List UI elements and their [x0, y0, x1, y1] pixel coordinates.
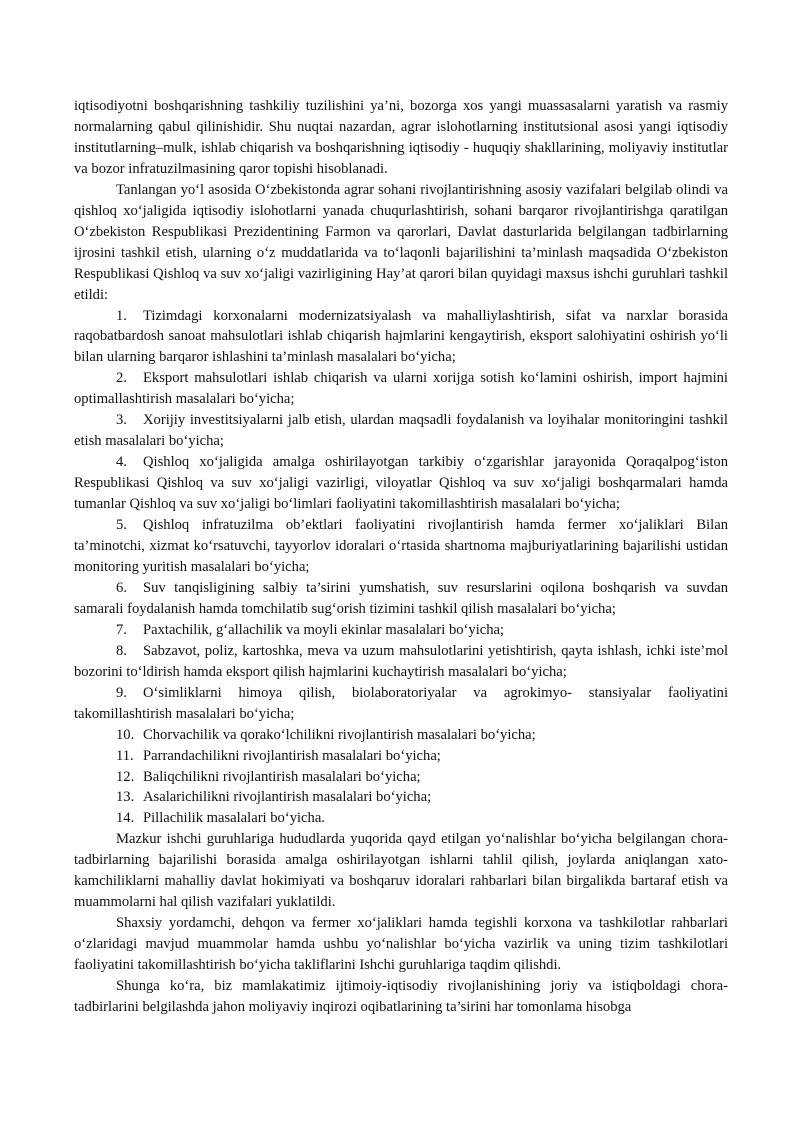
list-item-text: Tizimdagi korxonalarni modernizatsiyalash va mahalliylashtirish, sifat va narxlar borasida raqobatbardosh sanoat mahsulotlari ishlab chiqarish hajmlarini kengaytirish, eksport salohiyatini oshirish yo‘li bilan ularning barqaror ishlashini ta’minlash masalalari bo‘yicha;: [74, 307, 728, 366]
list-item-text: Chorvachilik va qorako‘lchilikni rivojlantirish masalalari bo‘yicha;: [143, 726, 536, 743]
list-item-text: Xorijiy investitsiyalarni jalb etish, ulardan maqsadli foydalanish va loyihalar monitoringini tashkil etish masalalari bo‘yicha;: [74, 412, 728, 450]
list-item: [74, 641, 728, 683]
list-item-text: Paxtachilik, g‘allachilik va moyli ekinlar masalalari bo‘yicha;: [143, 621, 505, 638]
list-item: [74, 306, 728, 369]
list-item-text: Suv tanqisligining salbiy ta’sirini yumshatish, suv resurslarini oqilona boshqarish va suvdan samarali foydalanish hamda tomchilatib sug‘orish tizimini tashkil qilish masalalari bo‘yicha;: [74, 579, 728, 617]
list-item: [74, 578, 728, 620]
list-item-text: Parrandachilikni rivojlantirish masalalari bo‘yicha;: [143, 747, 441, 764]
closing-paragraph: Shunga ko‘ra, biz mamlakatimiz ijtimoiy-iqtisodiy rivojlanishining joriy va istiqboldagi chora-tadbirlarini belgilashda jahon moliyaviy inqirozi oqibatlarining ta’sirini har tomonlama hisobga: [74, 978, 728, 1015]
list-item-number: 2.: [116, 370, 127, 387]
list-item-number: 6.: [116, 579, 127, 596]
intro-paragraph: Tanlangan yo‘l asosida O‘zbekistonda agrar sohani rivojlantirishning asosiy vazifalari belgilab olindi va qishloq xo‘jaligida iqtisodiy islohotlarni yanada chuqurlashtirish, sohani barqaror rivojlantirishga qaratilgan O‘zbekiston Respublikasi Prezidentining Farmon va qarorlari, Davlat dasturlarida belgilangan tadbirlarning ijrosini tashkil etish, ularning o‘z muddatlarida va to‘laqonli bajarilishini ta’minlash maqsadida O‘zbekiston Respublikasi Qishloq va suv xo‘jaligi vazirligining Hay’at qarori bilan quyidagi maxsus ishchi guruhlari tashkil etildi:: [74, 181, 728, 303]
list-item-number: 3.: [116, 412, 127, 429]
list-item: [74, 452, 728, 515]
list-item: [74, 808, 728, 829]
list-item-text: Sabzavot, poliz, kartoshka, meva va uzum mahsulotlarini yetishtirish, qayta ishlash, ichki iste’mol bozorini to‘ldirish hamda eksport qilish hajmlarini kuchaytirish masalalari bo‘yicha;: [74, 642, 728, 680]
list-item-number: 1.: [116, 307, 127, 324]
closing-paragraph: Shaxsiy yordamchi, dehqon va fermer xo‘jaliklari hamda tegishli korxona va tashkilotlar rahbarlari o‘zlaridagi mavjud muammolar hamda ushbu yo‘nalishlar bo‘yicha vazirlik va uning tizim tashkilotlari faoliyatini takomillashtirish bo‘yicha takliflarini Ishchi guruhlariga taqdim qilishdi.: [74, 915, 728, 974]
list-item: [74, 787, 728, 808]
list-item-number: 12.: [116, 768, 135, 785]
list-item: [74, 368, 728, 410]
list-item-text: Pillachilik masalalari bo‘yicha.: [143, 810, 325, 827]
list-item-text: Baliqchilikni rivojlantirish masalalari bo‘yicha;: [143, 768, 421, 785]
closing-paragraph: Mazkur ishchi guruhlariga hududlarda yuqorida qayd etilgan yo‘nalishlar bo‘yicha belgilangan chora-tadbirlarning bajarilishi borasida amalga oshirilayotgan ishlarni tahlil qilish, joylarda aniqlangan xato-kamchiliklarni mahalliy davlat hokimiyati va boshqaruv idoralari rahbarlari bilan birgalikda bartaraf etish va muammolarni hal qilish vazifalari yuklatildi.: [74, 831, 728, 911]
list-item-number: 13.: [116, 789, 135, 806]
list-item-text: Qishloq infratuzilma ob’ektlari faoliyatini rivojlantirish hamda fermer xo‘jaliklari Bilan ta’minotchi, xizmat ko‘rsatuvchi, tayyorlov idoralari o‘rtasida shartnoma majburiyatlarining bajarilishi ustidan monitoring yuritish masalalari bo‘yicha;: [74, 517, 728, 575]
list-item-number: 7.: [116, 621, 127, 638]
list-item: [74, 767, 728, 788]
working-groups-list: [74, 306, 728, 830]
document-page: [74, 96, 728, 1018]
list-item-text: O‘simliklarni himoya qilish, biolaboratoriyalar va agrokimyo- stansiyalar faoliyatini takomillashtirish masalalari bo‘yicha;: [74, 684, 728, 722]
list-item-number: 9.: [116, 684, 127, 701]
list-item-text: Asalarichilikni rivojlantirish masalalari bo‘yicha;: [143, 789, 432, 806]
list-item-number: 5.: [116, 517, 127, 534]
list-item-number: 8.: [116, 642, 127, 659]
list-item-number: 10.: [116, 726, 135, 743]
list-item-text: Eksport mahsulotlari ishlab chiqarish va ularni xorijga sotish ko‘lamini oshirish, import hajmini optimallashtirish masalalari bo‘yicha;: [74, 370, 728, 408]
list-item-number: 11.: [116, 747, 134, 764]
list-item: [74, 515, 728, 578]
opening-paragraph: iqtisodiyotni boshqarishning tashkiliy tuzilishini ya’ni, bozorga xos yangi muassasalarni yaratish va rasmiy normalarning qabul qilinishidir. Shu nuqtai nazardan, agrar islohotlarning institutsional asosi yangi iqtisodiy institutlarning–mulk, ishlab chiqarish va boshqarishning iqtisodiy - huquqiy shakllarining, moliyaviy institutlar va bozor infratuzilmasining qaror topishi hisoblanadi.: [74, 98, 728, 177]
list-item: [74, 683, 728, 725]
list-item: [74, 620, 728, 641]
list-item: [74, 410, 728, 452]
list-item: [74, 746, 728, 767]
list-item: [74, 725, 728, 746]
list-item-text: Qishloq xo‘jaligida amalga oshirilayotgan tarkibiy o‘zgarishlar jarayonida Qoraqalpog‘iston Respublikasi Qishloq va suv xo‘jaligi vazirligi, viloyatlar Qishloq va suv xo‘jaligi boshqarmalari hamda tumanlar Qishloq va suv xo‘jaligi bo‘limlari faoliyatini takomillashtirish masalalari bo‘yicha;: [74, 454, 728, 513]
list-item-number: 14.: [116, 810, 135, 827]
list-item-number: 4.: [116, 454, 127, 471]
